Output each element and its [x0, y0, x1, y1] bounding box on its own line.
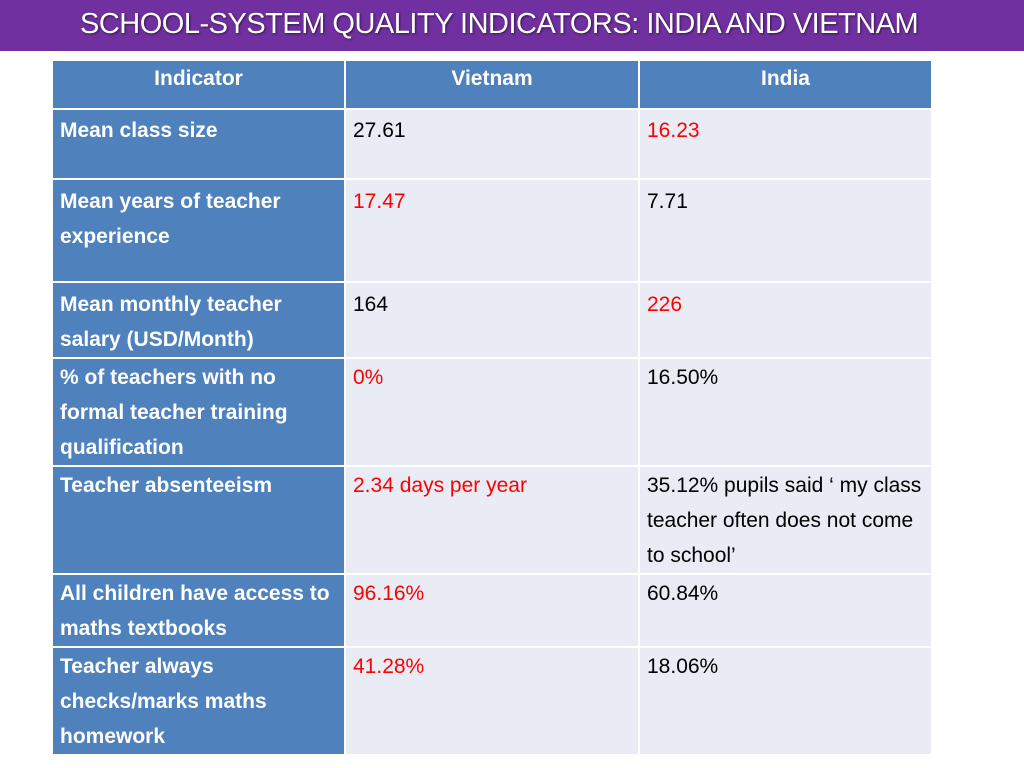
indicator-cell: All children have access to maths textbooks	[52, 574, 345, 647]
vietnam-value-cell: 27.61	[345, 109, 639, 179]
indicator-cell: Teacher always checks/marks maths homework	[52, 647, 345, 755]
india-value-cell: 60.84%	[639, 574, 932, 647]
vietnam-value-cell: 164	[345, 282, 639, 358]
vietnam-value-cell: 2.34 days per year	[345, 466, 639, 574]
indicator-cell: Mean class size	[52, 109, 345, 179]
indicator-cell: Mean monthly teacher salary (USD/Month)	[52, 282, 345, 358]
title-banner	[0, 0, 1024, 51]
table-row	[52, 179, 932, 282]
india-value-cell: 18.06%	[639, 647, 932, 755]
indicator-cell: % of teachers with no formal teacher training qualification	[52, 358, 345, 466]
vietnam-value-cell: 96.16%	[345, 574, 639, 647]
column-header-indicator: Indicator	[52, 60, 345, 109]
india-value-cell: 7.71	[639, 179, 932, 282]
table-row	[52, 647, 932, 755]
india-value-cell: 16.50%	[639, 358, 932, 466]
table-row	[52, 574, 932, 647]
indicators-table	[51, 59, 933, 756]
indicator-cell: Teacher absenteeism	[52, 466, 345, 574]
table-row	[52, 358, 932, 466]
india-value-cell: 35.12% pupils said ‘ my class teacher often does not come to school’	[639, 466, 932, 574]
column-header-vietnam: Vietnam	[345, 60, 639, 109]
table-row	[52, 466, 932, 574]
column-header-india: India	[639, 60, 932, 109]
table-row	[52, 282, 932, 358]
table-row	[52, 109, 932, 179]
vietnam-value-cell: 41.28%	[345, 647, 639, 755]
vietnam-value-cell: 0%	[345, 358, 639, 466]
table-header-row	[52, 60, 932, 109]
page-title: SCHOOL-SYSTEM QUALITY INDICATORS: INDIA AND VIETNAM	[80, 8, 919, 40]
india-value-cell: 226	[639, 282, 932, 358]
indicator-cell: Mean years of teacher experience	[52, 179, 345, 282]
india-value-cell: 16.23	[639, 109, 932, 179]
vietnam-value-cell: 17.47	[345, 179, 639, 282]
